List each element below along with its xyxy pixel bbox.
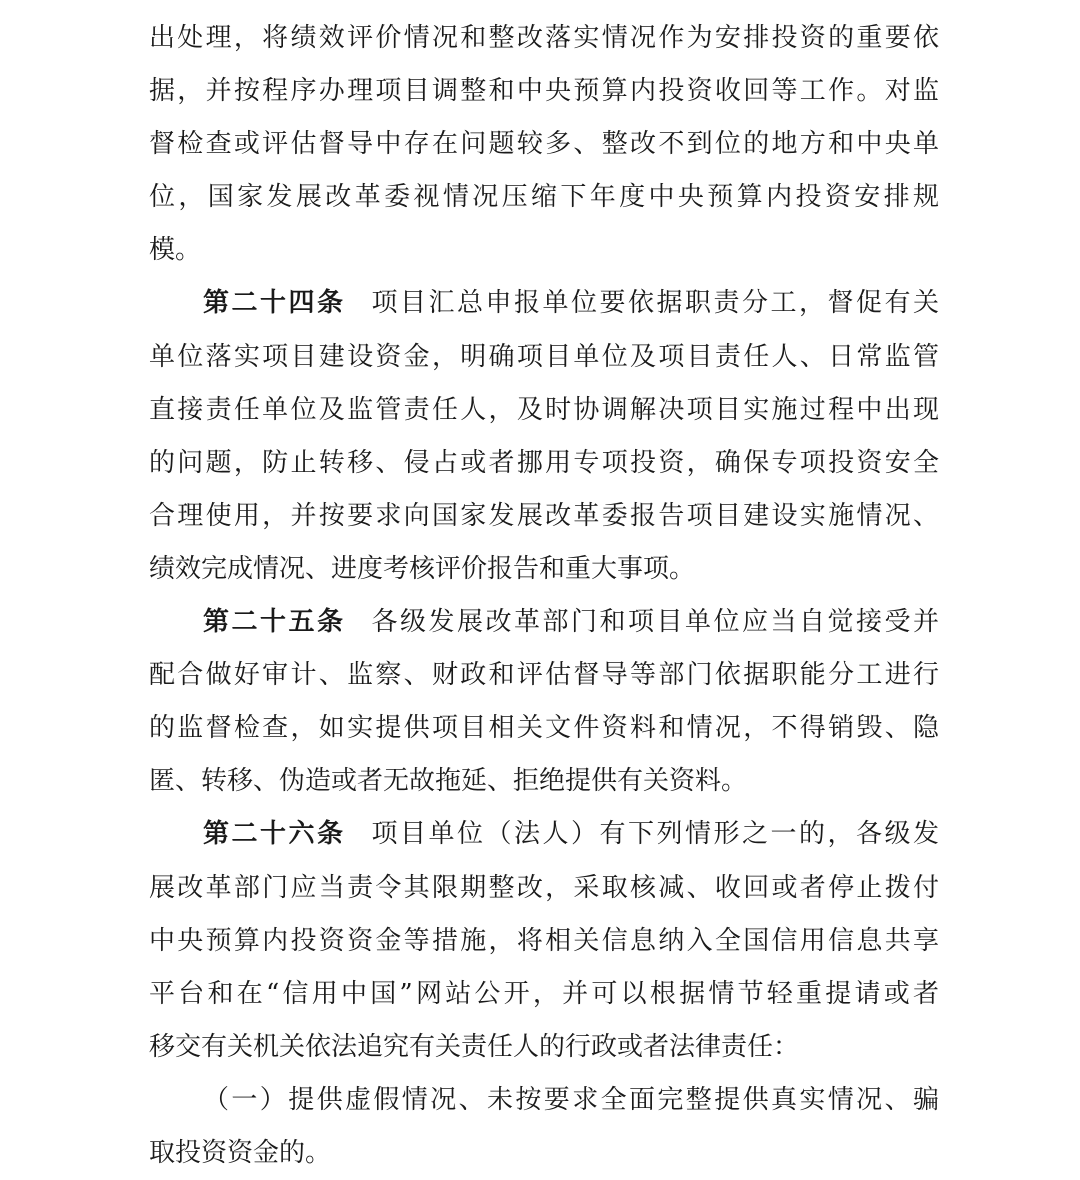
- article-24-heading: 第二十四条: [203, 288, 346, 319]
- article-26-heading: 第二十六条: [203, 819, 346, 850]
- article-26-first-line: [149, 808, 939, 861]
- paragraph-line: 匿、转移、伪造或者无故拖延、拒绝提供有关资料。: [149, 766, 748, 797]
- article-24-text: 项目汇总申报单位要依据职责分工，督促有关: [371, 288, 939, 319]
- item-1-first-line: （一）提供虚假情况、未按要求全面完整提供真实情况、骗: [203, 1084, 939, 1115]
- paragraph-line: 取投资资金的。: [149, 1137, 332, 1168]
- paragraph-line: 单位落实项目建设资金，明确项目单位及项目责任人、日常监管: [149, 341, 939, 372]
- paragraph-line: 的问题，防止转移、侵占或者挪用专项投资，确保专项投资安全: [149, 447, 939, 478]
- paragraph-line: 模。: [149, 235, 202, 266]
- paragraph-line: 配合做好审计、监察、财政和评估督导等部门依据职能分工进行: [149, 660, 939, 691]
- article-24-first-line: [149, 277, 939, 330]
- paragraph-line: 移交有关机关依法追究有关责任人的行政或者法律责任：: [149, 1031, 800, 1062]
- document-page: [149, 12, 939, 1180]
- article-26-text: 项目单位（法人）有下列情形之一的，各级发: [371, 819, 939, 850]
- paragraph-line: 的监督检查，如实提供项目相关文件资料和情况，不得销毁、隐: [149, 713, 939, 744]
- article-25-first-line: [149, 596, 939, 649]
- paragraph-line: 中央预算内投资资金等措施，将相关信息纳入全国信用信息共享: [149, 925, 939, 956]
- paragraph-line: 出处理，将绩效评价情况和整改落实情况作为安排投资的重要依: [149, 23, 939, 53]
- paragraph-line: 据，并按程序办理项目调整和中央预算内投资收回等工作。对监: [149, 76, 939, 107]
- paragraph-line: 绩效完成情况、进度考核评价报告和重大事项。: [149, 553, 696, 584]
- article-25-text: 各级发展改革部门和项目单位应当自觉接受并: [371, 607, 939, 638]
- paragraph-line: 展改革部门应当责令其限期整改，采取核减、收回或者停止拨付: [149, 872, 939, 903]
- paragraph-line: 直接责任单位及监管责任人，及时协调解决项目实施过程中出现: [149, 394, 939, 425]
- paragraph-line: 合理使用，并按要求向国家发展改革委报告项目建设实施情况、: [149, 500, 939, 531]
- paragraph-line: 平台和在“信用中国”网站公开，并可以根据情节轻重提请或者: [149, 978, 939, 1009]
- paragraph-line: 位，国家发展改革委视情况压缩下年度中央预算内投资安排规: [149, 182, 939, 213]
- article-25-heading: 第二十五条: [203, 607, 346, 638]
- paragraph-line: 督检查或评估督导中存在问题较多、整改不到位的地方和中央单: [149, 129, 939, 160]
